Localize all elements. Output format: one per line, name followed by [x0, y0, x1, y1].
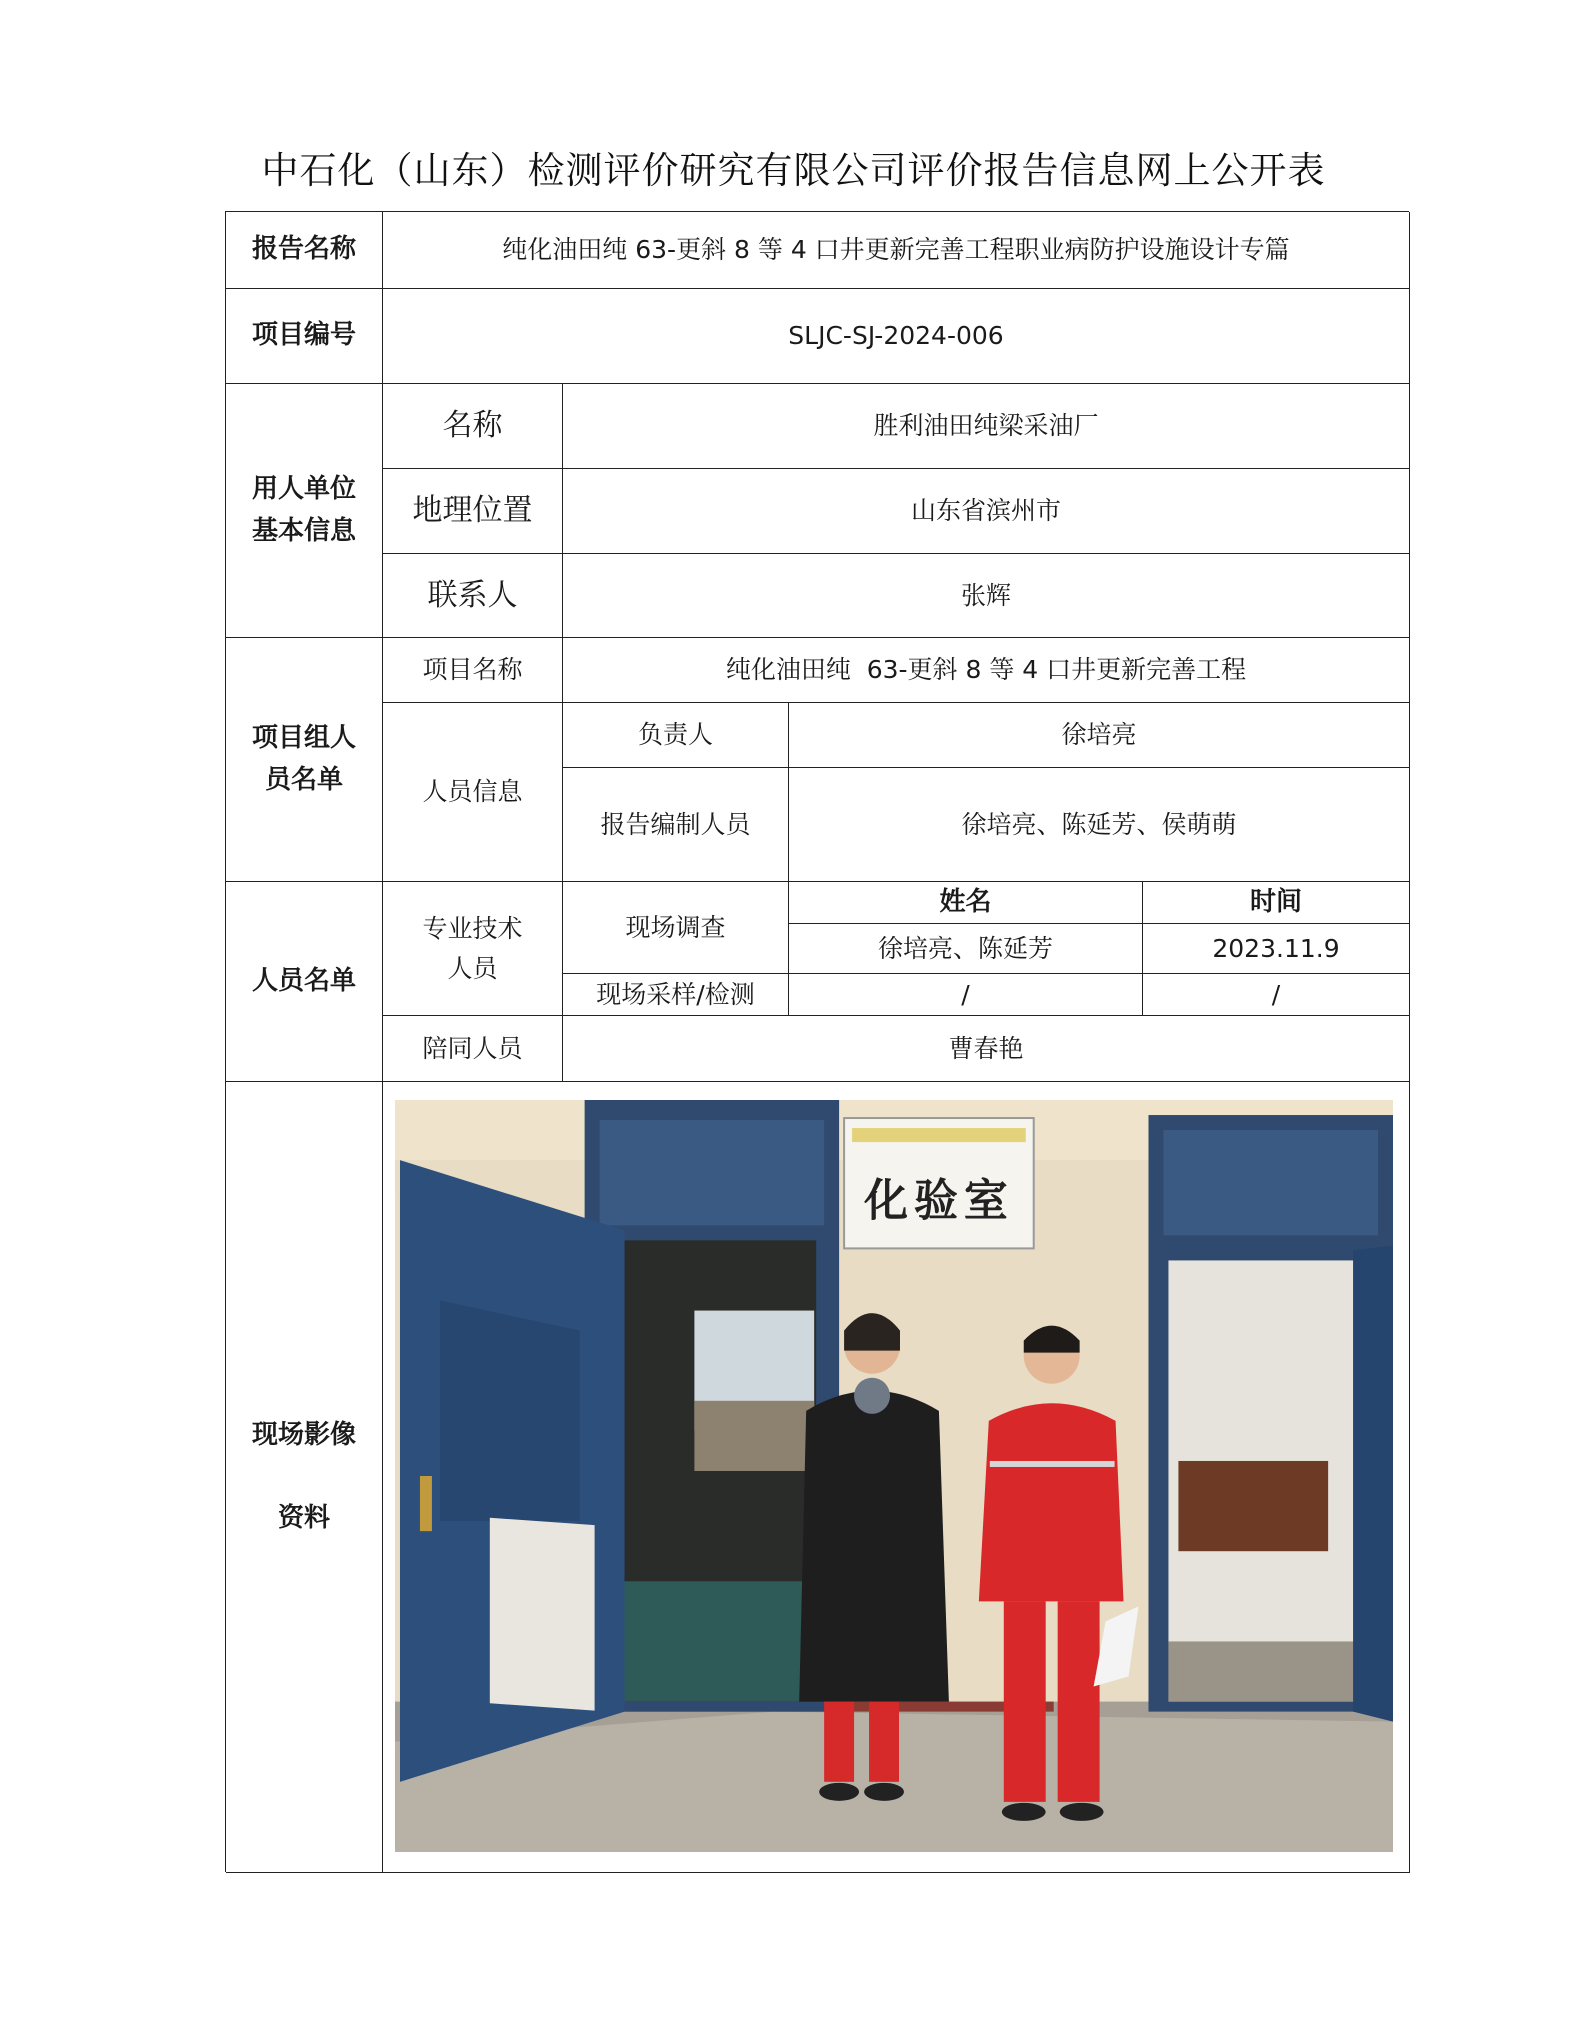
survey-names: 徐培亮、陈延芳	[789, 924, 1143, 974]
team-writers-value: 徐培亮、陈延芳、侯萌萌	[789, 768, 1410, 882]
employer-location-value: 山东省滨州市	[563, 469, 1410, 554]
photo-label: 现场影像 资料	[226, 1082, 383, 1873]
name-header: 姓名	[789, 882, 1143, 924]
personnel-label: 人员名单	[226, 882, 383, 1082]
time-header: 时间	[1143, 882, 1410, 924]
team-writers-label: 报告编制人员	[563, 768, 789, 882]
site-photo	[395, 1100, 1393, 1852]
right-door	[1353, 1245, 1393, 1721]
employer-contact-value: 张辉	[563, 554, 1410, 638]
sampling-label: 现场采样/检测	[563, 974, 789, 1016]
project-no-label: 项目编号	[226, 289, 383, 384]
team-project-label: 项目名称	[383, 638, 563, 703]
companion-label: 陪同人员	[383, 1016, 563, 1082]
photo-cell	[383, 1082, 1410, 1873]
sign-text: 化验室	[864, 1175, 1014, 1227]
tech-staff-label: 专业技术 人员	[383, 882, 563, 1016]
report-name-value: 纯化油田纯 63-更斜 8 等 4 口井更新完善工程职业病防护设施设计专篇	[383, 212, 1410, 289]
project-no-value: SLJC-SJ-2024-006	[383, 289, 1410, 384]
employer-name-label: 名称	[383, 384, 563, 469]
page-title: 中石化（山东）检测评价研究有限公司评价报告信息网上公开表	[261, 149, 1326, 192]
info-table	[225, 211, 1409, 1872]
team-label: 项目组人 员名单	[226, 638, 383, 882]
employer-contact-label: 联系人	[383, 554, 563, 638]
team-staff-label: 人员信息	[383, 703, 563, 882]
employer-location-label: 地理位置	[383, 469, 563, 554]
report-name-label: 报告名称	[226, 212, 383, 289]
survey-time: 2023.11.9	[1143, 924, 1410, 974]
team-project-value: 纯化油田纯 63-更斜 8 等 4 口井更新完善工程	[563, 638, 1410, 703]
employer-label: 用人单位 基本信息	[226, 384, 383, 638]
sampling-names: /	[789, 974, 1143, 1016]
survey-label: 现场调查	[563, 882, 789, 974]
team-leader-label: 负责人	[563, 703, 789, 768]
team-leader-value: 徐培亮	[789, 703, 1410, 768]
companion-value: 曹春艳	[563, 1016, 1410, 1082]
employer-name-value: 胜利油田纯梁采油厂	[563, 384, 1410, 469]
sampling-time: /	[1143, 974, 1410, 1016]
